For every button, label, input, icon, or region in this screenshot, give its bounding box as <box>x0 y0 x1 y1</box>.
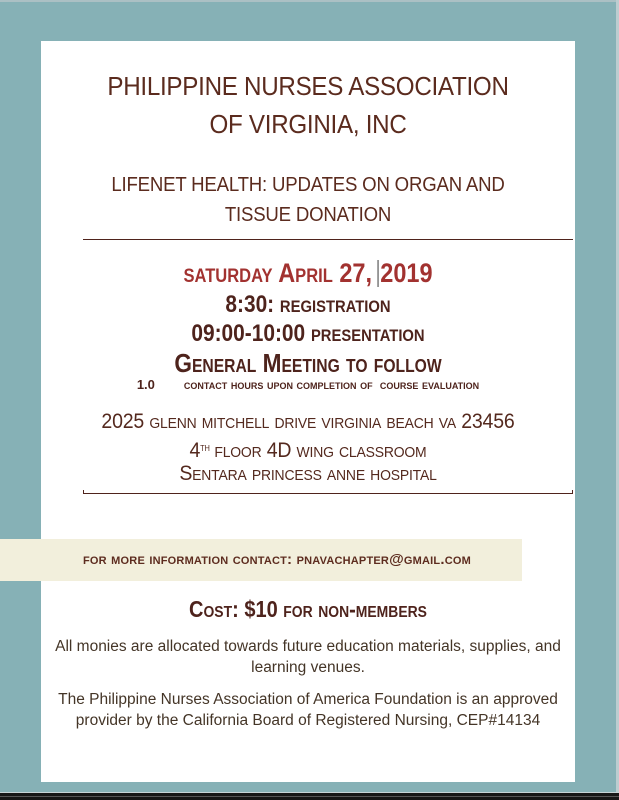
monies-note-line2: learning venues. <box>251 658 365 676</box>
general-meeting-line: General Meeting to follow <box>174 348 442 378</box>
bottom-window-bar <box>0 793 619 800</box>
window-top-edge <box>0 0 619 2</box>
event-title-line1: LIFENET HEALTH: UPDATES ON ORGAN AND <box>111 174 505 196</box>
venue-address: 2025 glenn mitchell drive virginia beach va 23456 <box>101 410 515 433</box>
registration-time: 8:30: registration <box>225 291 391 318</box>
info-highlight-bar <box>0 539 522 581</box>
venue-floor-ordinal: th <box>200 442 210 454</box>
venue-hospital: Sentara princess anne hospital <box>179 462 437 485</box>
organization-title <box>60 67 557 143</box>
horizontal-rule-top <box>83 239 573 240</box>
event-date-before-caret: saturday April 27, <box>183 258 372 288</box>
provider-note-line2: provider by the California Board of Registered Nursing, CEP#14134 <box>75 711 541 729</box>
contact-hours-value: 1.0 <box>136 377 155 392</box>
event-date-after-caret: 2019 <box>380 258 433 288</box>
contact-hours-text: contact hours upon completion of course evaluation <box>183 377 480 392</box>
organization-title-line2: OF VIRGINIA, INC <box>209 109 407 139</box>
monies-note <box>41 637 575 678</box>
text-caret <box>377 260 378 287</box>
horizontal-rule-bottom <box>83 490 573 494</box>
cost-line: Cost: $10 for non-members <box>189 596 427 622</box>
venue-floor-rest: floor 4D wing classroom <box>214 438 427 462</box>
provider-note-line1: The Philippine Nurses Association of America Foundation is an approved <box>58 691 558 708</box>
event-date <box>76 257 541 289</box>
provider-note <box>41 690 575 731</box>
event-title-line2: TISSUE DONATION <box>224 204 392 226</box>
monies-note-line1: All monies are allocated towards future education materials, supplies, and <box>55 638 561 655</box>
contact-email-line: for more information contact: pnavachapter@gmail.com <box>83 551 471 568</box>
event-title <box>60 170 557 230</box>
presentation-time: 09:00-10:00 presentation <box>191 320 425 347</box>
venue-floor-number: 4 <box>189 438 201 462</box>
contact-hours-line <box>41 377 575 393</box>
document-page[interactable] <box>41 41 575 782</box>
venue-floor <box>60 435 557 464</box>
bottom-window-bar-line <box>0 796 619 797</box>
organization-title-line1: PHILIPPINE NURSES ASSOCIATION <box>107 71 509 101</box>
